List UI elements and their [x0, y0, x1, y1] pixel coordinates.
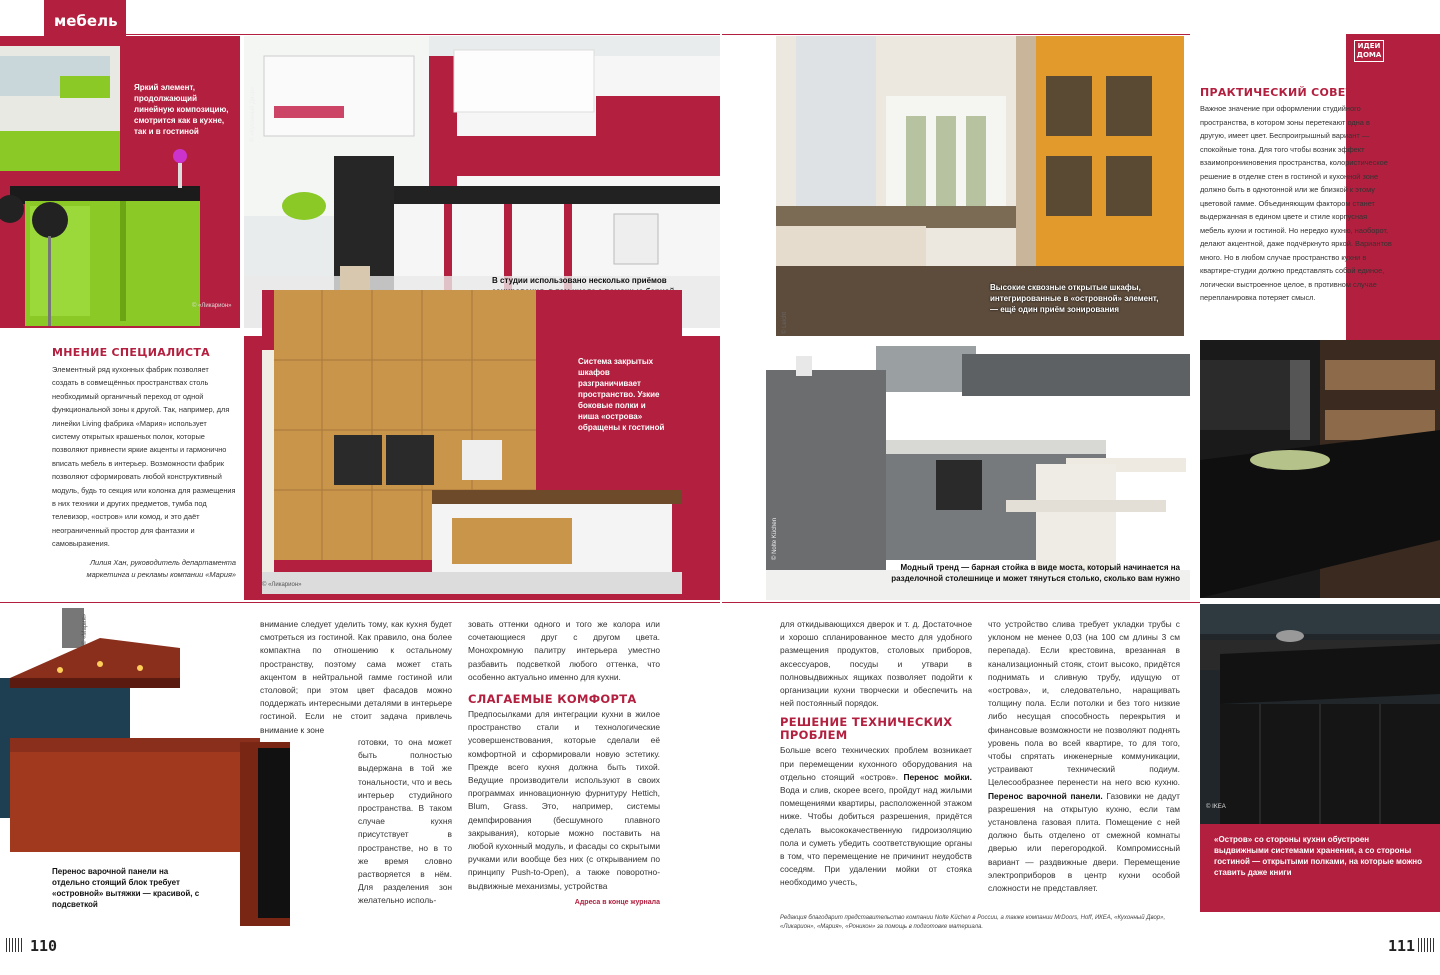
photo-lime-kitchen	[0, 36, 240, 328]
page-number-left: 110	[30, 937, 58, 955]
col4-text	[988, 618, 1180, 895]
caption-ikea: «Остров» со стороны кухни обустроен выдвижными системами хранения, а со стороны гостиной — открытыми полками, на которые можно ставить даже книги	[1214, 835, 1423, 877]
text-col-2	[468, 618, 660, 906]
credit-likarion-2: © «Ликарион»	[262, 582, 302, 588]
ruler-left	[6, 938, 22, 952]
page-number-right: 111	[1388, 937, 1416, 955]
section-tab-label: мебель	[54, 12, 118, 30]
thanks-note: Редакция благодарит представительство компании Nolte Küchen в России, а также компании MrDoors, Hoff, ИКЕА, «Кухонный Двор», «Ликарион», «Мария», «Роникон» за помощь в подготовке материала.	[780, 915, 1166, 930]
expert-heading: МНЕНИЕ СПЕЦИАЛИСТА	[52, 346, 210, 359]
col3-text	[780, 744, 972, 889]
col4-text-1: что устройство слива требует укладки трубы с уклоном не менее 0,03 (на 100 см длины 3 см перепада). Если крестовина, врезанная в канализационный стояк, стоит высоко, придётся поднимать и сливную трубу, идущую от «острова», и, следовательно, наращивать толщину пола. Если потолки и без того низкие либо несущая способность перекрытия и финансовые возможности не позволяют поднять уровень пола во всей квартире, то для того, чтобы спрятать инженерные коммуникации, устраивают технический подиум. Целесообразнее перенести на него всю кухню.	[988, 619, 1180, 788]
expert-author: Лилия Хан, руководитель департамента маркетинга и рекламы компании «Мария»	[86, 557, 236, 580]
col3-heading: РЕШЕНИЕ ТЕХНИЧЕСКИХ ПРОБЛЕМ	[780, 715, 953, 743]
text-col-3	[780, 618, 972, 890]
col4-text-2: Газовики не дадут разрешения на открытую кухню, если там установлена газовая плита. Помещение с ней должно быть отделено от смежной комнаты дверью или перегородкой. Компромиссный вариант — раздвижные двери. Перемещение электроприборов в центр кухни особой сложности не представляет.	[988, 790, 1180, 894]
col2-intro: зовать оттенки одного и того же колора или сочетающиеся друг с другом цвета. Монохромную палитру интерьера уместно разбавить подсветкой любого оттенка, что особенно актуально именно для кухни.	[468, 619, 660, 682]
col2-heading: СЛАГАЕМЫЕ КОМФОРТА	[468, 692, 637, 707]
expert-box	[52, 346, 236, 582]
credit-leicht: © Leicht	[782, 311, 788, 334]
col2-text: Предпосылками для интеграции кухни в жилое пространство стали и технологические усовершенствования, которые сделали её комфортной и сформировали новую эстетику. Прежде всего кухня должна быть тихой. Ведущие производители используют в своих программах инновационную фурнитуру Hettich, Blum, Grass. Это, например, системы демпфирования (бесшумного плавного закрывания), которые можно поставить на любой кухонный модуль, и фасады со скрытыми ручками или вообще без них (с открыванием по принципу Push-to-Open), а также поворотно-выдвижные механизмы, устройства	[468, 709, 660, 891]
caption-hood: Перенос варочной панели на отдельно стоящий блок требует «островной» вытяжки — красивой, с подсветкой	[52, 867, 200, 909]
credit-ikea: © IKEA	[1206, 804, 1226, 810]
credit-likarion-1: © «Ликарион»	[192, 303, 232, 309]
credit-nolte: © Nolte Küchen	[772, 517, 778, 560]
divider-left	[0, 602, 720, 603]
col3-text-1: Больше всего технических проблем возникает при перемещении кухонного оборудования на отдельно стоящий «остров».	[780, 745, 972, 782]
col1-wide: внимание следует уделить тому, как кухня будет смотреться из гостиной. Как правило, она более компактна по отношению к остальному пространству, поэтому сама может стать акцентом в нейтральной гамме гостиной или столовой; при этом цвет фасадов можно поддержать интересными деталями в интерьере гостиной. Если не стоит задача привлечь внимание к зоне	[260, 619, 452, 735]
photo-bar-bridge	[766, 340, 1190, 600]
brand-badge-line-2: ДОМА	[1356, 51, 1382, 59]
caption-shelves: Высокие сквозные открытые шкафы, интегрированные в «островной» элемент, — ещё один приём зонирования	[990, 283, 1159, 314]
expert-text: Элементный ряд кухонных фабрик позволяет создать в совмещённых пространствах столь необходимый органичный переход от одной функциональной зоны к другой. Так, например, для линейки Living фабрика «Мария» использует систему открытых крашеных полок, которые позволяют привнести яркие акценты и гармонично вписать мебель в интерьер. Возможности фабрик позволяют сформировать любой конструктивный модуль, будь то секция или колонка для размещения в них техники и других предметов, тумба под телевизор, «остров» или комод, и это даёт неограниченный простор для фантазии и самовыражения.	[52, 365, 236, 549]
advice-text: Важное значение при оформлении студийного пространства, в котором зоны перетекают одна в другую, имеет цвет. Беспроигрышный вариант — спокойные тона. Для того чтобы возник эффект взаимопроникновения пространства, колористическое решение в отделке стен в гостиной и кухонной зоне должно быть в однотонной или же близкой к этому цветовой гамме. Объединяющим фактором станет выдержанная в едином цвете и стиле корпусная мебель кухни и гостиной. Но нередко кухню, наоборот, делают акцентной, даже подчёркнуто яркой. Вариантов много. Но в любом случае пространство кухни в квартире-студии должно представлять собой единое, логически выстроенное целое, в противном случае перепланировка потеряет смысл.	[1200, 104, 1392, 302]
caption-studio: В студии использовано несколько приёмов	[492, 276, 667, 285]
col2-footer: Адреса в конце журнала	[574, 898, 660, 906]
section-tab	[44, 0, 126, 36]
col1-narrow: готовки, то она может быть полностью выдержана в той же тональности, что и весь интерьер студийного пространства. В таком случае кухня присутствует в пространстве, но в то же время словно растворяется в нём. Для разделения зон желательно исполь-	[358, 737, 452, 906]
col3-intro: для откидывающихся дверок и т. д. Достаточное и хорошо спланированное место для удобного размещения продуктов, столовых приборов, аксессуаров, посуды и утвари в полновыдвижных ящиках позволяет подойти к организации кухни творчески и обеспечить на ней постоянный порядок.	[780, 619, 972, 709]
text-col-1-narrow	[358, 736, 452, 908]
col3-text-2: Вода и слив, скорее всего, пройдут над жилыми помещениями квартиры, расположенной этажом ниже. Чтобы добиться разрешения, придётся сделать высококачественную гидроизоляцию пола и суметь убедить соответствующие органы в том, что перемещение не причинит неудобств соседям. При удалении мойки от стояка необходимо учесть,	[780, 785, 972, 888]
brand-badge-line-1: ИДЕИ	[1357, 42, 1381, 50]
credit-kuhonny-dvor: © «Кухонный Двор»	[250, 86, 256, 142]
advice-box	[1200, 86, 1392, 305]
photo-ikea-library	[1200, 340, 1440, 598]
text-col-1	[260, 618, 452, 737]
divider-right	[722, 602, 1200, 603]
advice-heading: ПРАКТИЧЕСКИЙ СОВЕТ	[1200, 86, 1354, 99]
text-col-4	[988, 618, 1180, 895]
brand-badge-box	[1354, 40, 1384, 62]
col3-bold: Перенос мойки.	[903, 771, 973, 782]
col4-bold: Перенос варочной панели.	[988, 790, 1103, 801]
caption-bar-trend: Модный тренд — барная стойка в виде моста, который начинается на разделочной столешнице и может тянуться столько, сколько вам нужно	[891, 563, 1180, 583]
photo-ikea-island	[1200, 604, 1440, 824]
photo-wood-wardrobe	[262, 290, 682, 594]
credit-mariya: © «Мария»	[82, 613, 88, 645]
caption-lime-kitchen: Яркий элемент, продолжающий линейную композицию, смотрится как в кухне, так и в гостиной	[134, 83, 229, 136]
caption-wardrobe: Система закрытых шкафов разграничивает пространство. Узкие боковые полки и ниша «острова» обращены к гостиной	[578, 357, 665, 432]
ruler-right	[1418, 938, 1434, 952]
top-rule-left	[126, 34, 720, 35]
